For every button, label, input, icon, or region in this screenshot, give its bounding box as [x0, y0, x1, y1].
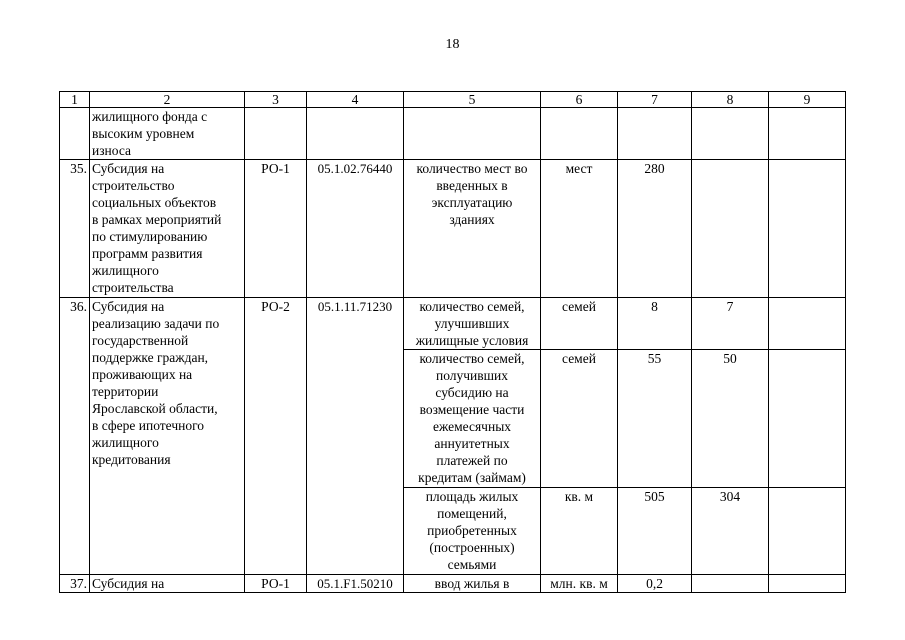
cell-num: 37.	[60, 575, 90, 593]
cell-value-9	[769, 108, 846, 160]
cell-unit: семей	[541, 350, 618, 488]
table-row-36	[60, 298, 846, 350]
cell-value-7: 280	[618, 160, 692, 298]
header-cell: 7	[618, 92, 692, 108]
cell-indicator: ввод жилья в	[404, 575, 541, 593]
cell-name: жилищного фонда с высоким уровнем износа	[90, 108, 245, 160]
table-row-37	[60, 575, 846, 593]
cell-value-7: 505	[618, 488, 692, 575]
cell-indicator: площадь жилых помещений, приобретенных (построенных) семьями	[404, 488, 541, 575]
cell-value-8: 304	[692, 488, 769, 575]
cell-num: 36.	[60, 298, 90, 575]
cell-value-7: 8	[618, 298, 692, 350]
cell-value-8	[692, 108, 769, 160]
indicators-table	[59, 91, 846, 593]
cell-value-9	[769, 488, 846, 575]
cell-unit: семей	[541, 298, 618, 350]
cell-name: Субсидия на реализацию задачи по государственной поддержке граждан, проживающих на территории Ярославской области, в сфере ипотечного жилищного кредитования	[90, 298, 245, 575]
cell-value-9	[769, 350, 846, 488]
table-row-continuation	[60, 108, 846, 160]
cell-code: 05.1.02.76440	[307, 160, 404, 298]
cell-name: Субсидия на	[90, 575, 245, 593]
cell-code: 05.1.11.71230	[307, 298, 404, 575]
cell-value-7: 55	[618, 350, 692, 488]
cell-value-8	[692, 160, 769, 298]
header-cell: 8	[692, 92, 769, 108]
cell-num: 35.	[60, 160, 90, 298]
cell-indicator: количество семей, получивших субсидию на возмещение части ежемесячных аннуитетных платежей по кредитам (займам)	[404, 350, 541, 488]
cell-executor: РО-1	[245, 160, 307, 298]
page-number: 18	[445, 37, 460, 52]
cell-unit: млн. кв. м	[541, 575, 618, 593]
cell-unit: мест	[541, 160, 618, 298]
cell-code: 05.1.F1.50210	[307, 575, 404, 593]
header-cell: 1	[60, 92, 90, 108]
header-row	[60, 92, 846, 108]
cell-value-7: 0,2	[618, 575, 692, 593]
cell-value-7	[618, 108, 692, 160]
cell-executor	[245, 108, 307, 160]
cell-indicator: количество семей, улучшивших жилищные условия	[404, 298, 541, 350]
header-cell: 9	[769, 92, 846, 108]
cell-value-9	[769, 575, 846, 593]
cell-name: Субсидия на строительство социальных объектов в рамках мероприятий по стимулированию программ развития жилищного строительства	[90, 160, 245, 298]
header-cell: 4	[307, 92, 404, 108]
cell-value-9	[769, 298, 846, 350]
cell-value-8: 7	[692, 298, 769, 350]
cell-code	[307, 108, 404, 160]
cell-executor: РО-2	[245, 298, 307, 575]
cell-unit	[541, 108, 618, 160]
header-cell: 3	[245, 92, 307, 108]
cell-value-9	[769, 160, 846, 298]
cell-indicator	[404, 108, 541, 160]
cell-indicator: количество мест во введенных в эксплуатацию зданиях	[404, 160, 541, 298]
cell-unit: кв. м	[541, 488, 618, 575]
cell-value-8	[692, 575, 769, 593]
header-cell: 2	[90, 92, 245, 108]
header-cell: 5	[404, 92, 541, 108]
cell-value-8: 50	[692, 350, 769, 488]
cell-executor: РО-1	[245, 575, 307, 593]
cell-num	[60, 108, 90, 160]
table-row-35	[60, 160, 846, 298]
header-cell: 6	[541, 92, 618, 108]
